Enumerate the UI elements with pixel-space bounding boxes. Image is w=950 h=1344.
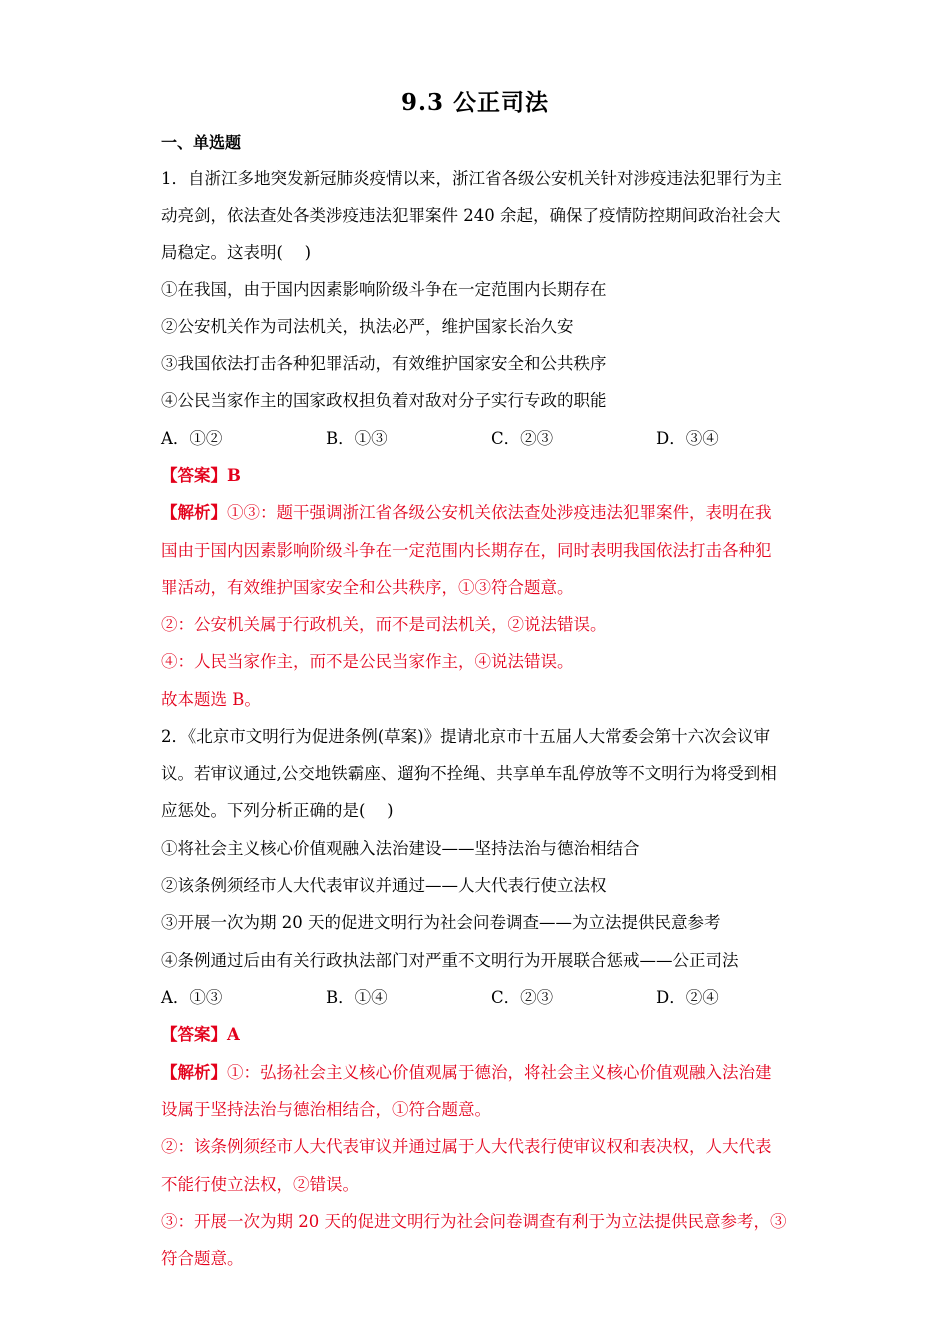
q2-item: ③开展一次为期 20 天的促进文明行为社会问卷调查——为立法提供民意参考 — [161, 913, 721, 932]
q2-analysis-line: ②：该条例须经市人大代表审议并通过属于人大代表行使审议权和表决权，人大代表 — [161, 1137, 772, 1156]
q2-analysis-line: 符合题意。 — [161, 1249, 244, 1268]
q2-answer: 【答案】A — [161, 1025, 240, 1044]
q2-item: ①将社会主义核心价值观融入法治建设——坚持法治与德治相结合 — [161, 839, 640, 858]
q1-analysis-line: 故本题选 B。 — [161, 690, 261, 709]
q1-analysis-text: ①③：题干强调浙江省各级公安机关依法查处涉疫违法犯罪案件，表明在我 — [227, 503, 772, 522]
page-title: 9.3 公正司法 — [400, 89, 550, 116]
q1-analysis-line: 罪活动，有效维护国家安全和公共秩序，①③符合题意。 — [161, 578, 574, 597]
q2-analysis-text: ①：弘扬社会主义核心价值观属于德治，将社会主义核心价值观融入法治建 — [227, 1063, 772, 1082]
q1-analysis-line — [161, 502, 801, 524]
q1-option-c: C．②③ — [491, 429, 554, 448]
q2-item: ②该条例须经市人大代表审议并通过——人大代表行使立法权 — [161, 876, 607, 895]
q1-option-d: D．③④ — [656, 429, 719, 448]
q1-item: ②公安机关作为司法机关，执法必严，维护国家长治久安 — [161, 317, 574, 336]
q2-stem-line: 2．《北京市文明行为促进条例(草案)》提请北京市十五届人大常委会第十六次会议审 — [161, 727, 771, 746]
q1-answer: 【答案】B — [161, 466, 241, 485]
q1-stem-line: 局稳定。这表明( ) — [161, 243, 312, 262]
q1-option-a: A．①② — [161, 429, 223, 448]
q1-item: ①在我国，由于国内因素影响阶级斗争在一定范围内长期存在 — [161, 280, 607, 299]
q1-stem-line: 1．自浙江多地突发新冠肺炎疫情以来，浙江省各级公安机关针对涉疫违法犯罪行为主 — [161, 169, 782, 188]
q1-option-b: B．①③ — [326, 429, 388, 448]
q1-analysis-line: ④：人民当家作主，而不是公民当家作主，④说法错误。 — [161, 652, 574, 671]
q1-item: ③我国依法打击各种犯罪活动，有效维护国家安全和公共秩序 — [161, 354, 607, 373]
section-heading: 一、单选题 — [161, 133, 242, 152]
q2-item: ④条例通过后由有关行政执法部门对严重不文明行为开展联合惩戒——公正司法 — [161, 951, 739, 970]
q2-analysis-label: 【解析】 — [161, 1063, 227, 1082]
q2-option-c: C．②③ — [491, 988, 554, 1007]
q2-analysis-line: 不能行使立法权，②错误。 — [161, 1175, 359, 1194]
q2-analysis-line: 设属于坚持法治与德治相结合，①符合题意。 — [161, 1100, 491, 1119]
q1-analysis-line: ②：公安机关属于行政机关，而不是司法机关，②说法错误。 — [161, 615, 607, 634]
q2-option-b: B．①④ — [326, 988, 388, 1007]
q2-stem-line: 议。若审议通过,公交地铁霸座、遛狗不拴绳、共享单车乱停放等不文明行为将受到相 — [161, 764, 777, 783]
q1-item: ④公民当家作主的国家政权担负着对敌对分子实行专政的职能 — [161, 391, 607, 410]
q1-analysis-label: 【解析】 — [161, 503, 227, 522]
q2-analysis-line — [161, 1062, 801, 1084]
q2-stem-line: 应惩处。下列分析正确的是( ) — [161, 801, 394, 820]
q2-option-a: A．①③ — [161, 988, 223, 1007]
q2-option-d: D．②④ — [656, 988, 719, 1007]
q2-analysis-line: ③：开展一次为期 20 天的促进文明行为社会问卷调查有利于为立法提供民意参考，③ — [161, 1212, 787, 1231]
q1-analysis-line: 国由于国内因素影响阶级斗争在一定范围内长期存在，同时表明我国依法打击各种犯 — [161, 541, 772, 560]
q1-stem-line: 动亮剑，依法查处各类涉疫违法犯罪案件 240 余起，确保了疫情防控期间政治社会大 — [161, 206, 781, 225]
